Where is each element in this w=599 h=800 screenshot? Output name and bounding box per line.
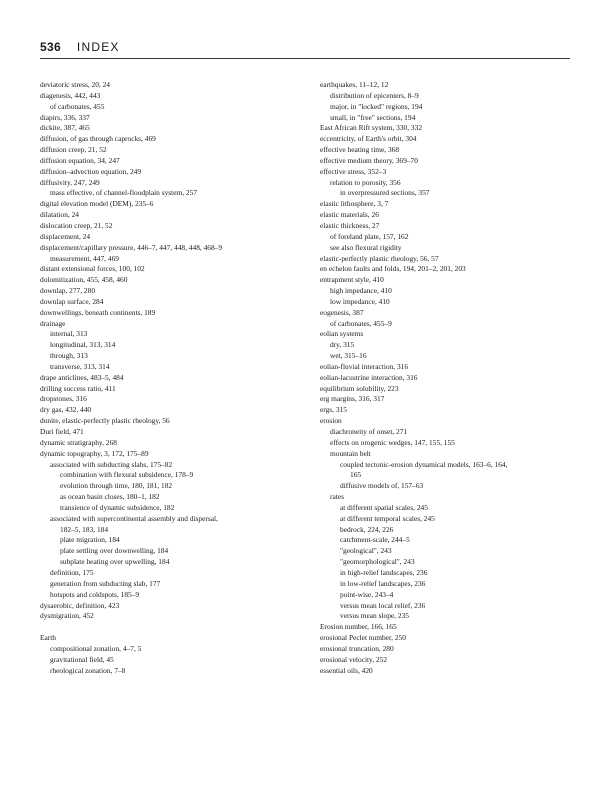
index-entry: of foreland plate, 157, 162 (330, 231, 409, 241)
index-entry: elastic lithosphere, 3, 7 (320, 199, 389, 209)
index-entry: wet, 315–16 (330, 351, 367, 361)
index-entry: relation to porosity, 356 (330, 177, 401, 187)
index-entry: effective medium theory, 369–70 (320, 155, 418, 165)
index-entry: erg margins, 316, 317 (320, 394, 385, 404)
index-entry: longitudinal, 313, 314 (50, 340, 116, 350)
index-entry: displacement/capillary pressure, 446–7, 447, 448, 448, 468–9 (40, 242, 223, 252)
index-entry: equilibrium solubility, 223 (320, 383, 399, 393)
index-entry: ergs, 315 (320, 405, 347, 415)
page-number: 536 (40, 40, 61, 54)
index-entry: downlap, 277, 280 (40, 286, 96, 296)
index-entry: dilatation, 24 (40, 210, 79, 220)
index-entry: versus mean slope, 235 (340, 611, 409, 621)
index-entry: low impedance, 410 (330, 296, 390, 306)
index-entry: combination with flexural subsidence, 178–9 (60, 470, 194, 480)
index-entry: effective stress, 352–3 (320, 166, 387, 176)
index-entry: dunite, elastic-perfectly plastic rheology, 56 (40, 416, 170, 426)
index-entry: compositional zonation, 4–7, 5 (50, 643, 142, 653)
index-entry: rheological zonation, 7–8 (50, 665, 126, 675)
index-entry: diffusivity, 247, 249 (40, 177, 100, 187)
index-entry: "geomorphological", 243 (340, 557, 415, 567)
index-entry: downlap surface, 284 (40, 296, 104, 306)
index-entry: erosional Peclet number, 250 (320, 633, 406, 643)
index-entry: as ocean basin closes, 180–1, 182 (60, 492, 160, 502)
index-entry: mountain belt (330, 448, 371, 458)
index-entry: Duri field, 471 (40, 427, 84, 436)
index-entry: dynamic topography, 3, 172, 175–89 (40, 448, 149, 458)
index-entry: downwellings, beneath continents, 189 (40, 307, 156, 317)
index-entry: elastic thickness, 27 (320, 220, 380, 230)
index-entry: dynamic stratigraphy, 268 (40, 437, 117, 447)
index-entry: internal, 313 (50, 329, 88, 339)
index-entry: distribution of epicenters, 8–9 (330, 90, 419, 100)
index-entry: in overpressured sections, 357 (340, 188, 430, 198)
index-entry: dysmigration, 452 (40, 611, 94, 621)
index-entry: dropstones, 316 (40, 394, 87, 404)
index-entry: diffusion–advection equation, 249 (40, 166, 142, 176)
index-entry: bedrock, 224, 226 (340, 524, 394, 534)
index-entry: dysaerobic, definition, 423 (40, 600, 120, 610)
header-rule (40, 58, 570, 59)
index-entry: en echelon faults and folds, 194, 201–2, 201, 203 (320, 264, 466, 274)
index-entry: of carbonates, 455–9 (330, 318, 392, 328)
index-entry: dolomitization, 455, 458, 460 (40, 275, 128, 285)
index-entry: displacement, 24 (40, 231, 91, 241)
index-entry: measurement, 447, 469 (50, 253, 119, 263)
index-entry: diachroneity of onset, 271 (330, 427, 408, 436)
index-column-right (320, 80, 570, 676)
index-entry: see also flexural rigidity (330, 242, 402, 252)
index-entry: drainage (40, 318, 66, 328)
index-entry: diagenesis, 442, 443 (40, 90, 101, 100)
page-header (40, 38, 570, 60)
index-entry: rates (330, 492, 344, 502)
index-entry: in high-relief landscapes, 236 (340, 567, 428, 577)
index-entry: elastic materials, 26 (320, 210, 379, 220)
page-title: INDEX (76, 40, 120, 54)
index-entry: drape anticlines, 483–5, 484 (40, 372, 124, 382)
index-entry: erosional truncation, 280 (320, 643, 394, 653)
index-entry: drilling success ratio, 411 (40, 383, 116, 393)
index-entry: coupled tectonic-erosion dynamical models, 163–6, 164, (340, 459, 508, 469)
index-entry: gravitational field, 45 (50, 654, 114, 664)
index-entry: transience of dynamic subsidence, 182 (60, 502, 175, 512)
index-entry: dry gas, 432, 440 (40, 405, 92, 415)
index-entry: deviatoric stress, 20, 24 (40, 80, 110, 89)
index-entry: Erosion number, 166, 165 (320, 622, 397, 632)
index-entry: hotspots and coldspots, 185–9 (50, 589, 140, 599)
index-entry: catchment-scale, 244–5 (340, 535, 410, 545)
index-entry: eogenesis, 387 (320, 307, 364, 317)
index-entry: major, in "locked" regions, 194 (330, 101, 423, 111)
index-entry: "geological", 243 (340, 546, 392, 556)
index-entry: 165 (350, 470, 362, 480)
index-entry: high impedance, 410 (330, 286, 392, 296)
index-entry: essential oils, 420 (320, 665, 373, 675)
index-entry: at different spatial scales, 245 (340, 502, 428, 512)
index-entry: earthquakes, 11–12, 12 (320, 80, 389, 89)
index-entry: effects on orogenic wedges, 147, 155, 155 (330, 437, 455, 447)
index-entry: at different temporal scales, 245 (340, 513, 435, 523)
index-entry: eolian systems (320, 329, 364, 339)
index-entry: plate settling over downwelling, 184 (60, 546, 169, 556)
index-entry: mass effective, of channel-floodplain system, 257 (50, 188, 198, 198)
index-entry: 182–5, 183, 184 (60, 524, 109, 534)
index-entry: diffusion creep, 21, 52 (40, 145, 107, 155)
index-entry: generation from subducting slab, 177 (50, 578, 161, 588)
index-entry: Earth (40, 633, 57, 643)
index-entry: eccentricity, of Earth's orbit, 304 (320, 134, 417, 144)
index-entry: diffusive models of, 157–63 (340, 481, 424, 491)
index-entry: subplate heating over upwelling, 184 (60, 557, 170, 567)
index-entry: through, 313 (50, 351, 88, 361)
index-entry: point-wise, 243–4 (340, 589, 394, 599)
index-entry: eolian-lacustrine interaction, 316 (320, 372, 418, 382)
index-entry: entrapment style, 410 (320, 275, 384, 285)
index-entry: dry, 315 (330, 340, 355, 350)
index-entry: elastic-perfectly plastic rheology, 56, 57 (320, 253, 439, 263)
index-entry: dickite, 387, 465 (40, 123, 90, 133)
index-entry: distant extensional forces, 100, 102 (40, 264, 145, 274)
index-entry: diffusion, of gas through caprocks, 469 (40, 134, 156, 144)
index-entry: diapirs, 336, 337 (40, 112, 90, 122)
index-entry: effective heating time, 368 (320, 145, 400, 155)
index-entry: erosion (320, 416, 342, 426)
index-column-left (40, 80, 290, 676)
index-entry: associated with supercontinental assembly and dispersal, (50, 513, 218, 523)
index-entry: erosional velocity, 252 (320, 654, 388, 664)
index-entry: definition, 175 (50, 567, 94, 577)
index-entry: eolian-fluvial interaction, 316 (320, 361, 409, 371)
index-entry: versus mean local relief, 236 (340, 600, 426, 610)
index-entry: East African Rift system, 330, 332 (320, 123, 423, 133)
index-entry: of carbonates, 455 (50, 101, 105, 111)
index-entry: plate migration, 184 (60, 535, 120, 545)
index-entry: diffusion equation, 34, 247 (40, 155, 120, 165)
index-entry: evolution through time, 180, 181, 182 (60, 481, 173, 491)
index-entry: small, in "free" sections, 194 (330, 112, 416, 122)
index-entry: dislocation creep, 21, 52 (40, 220, 113, 230)
index-entry: in low-relief landscapes, 236 (340, 578, 426, 588)
index-entry: transverse, 313, 314 (50, 361, 110, 371)
index-gap (40, 622, 290, 633)
index-entry: digital elevation model (DEM), 235–6 (40, 199, 154, 209)
index-entry: associated with subducting slabs, 175–82 (50, 459, 173, 469)
